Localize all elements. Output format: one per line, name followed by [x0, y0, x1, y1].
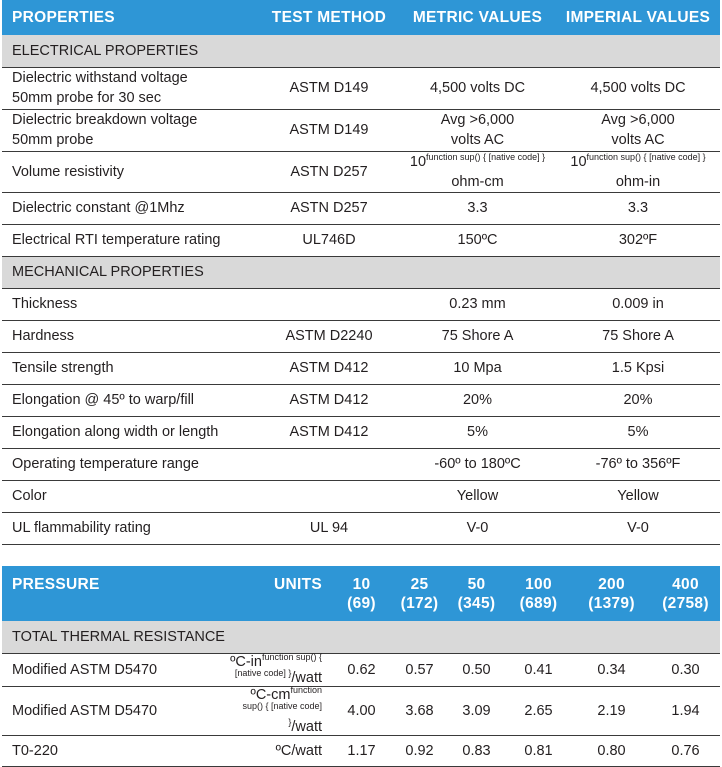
property-row	[2, 416, 720, 448]
metric-value	[399, 192, 556, 224]
resistance-name: Modified ASTM D5470	[2, 686, 228, 735]
value-text: 0.009 in	[612, 296, 664, 312]
value-text: UL flammability rating	[12, 520, 151, 536]
property-row	[2, 512, 720, 544]
resistance-unit	[228, 653, 332, 686]
value-text: 20%	[623, 392, 653, 408]
resistance-name: T0-220	[2, 735, 228, 766]
pressure-psi: 200	[598, 576, 625, 593]
resistance-value: 0.83	[448, 735, 505, 766]
metric-value	[399, 416, 556, 448]
resistance-value: 3.09	[448, 686, 505, 735]
value-text: V-0	[627, 520, 649, 536]
property-name	[2, 480, 259, 512]
value-text: 5%	[467, 424, 488, 440]
value-text: 5%	[627, 424, 649, 440]
imperial-value	[556, 480, 720, 512]
property-name	[2, 448, 259, 480]
property-name	[2, 352, 259, 384]
resistance-value: 4.00	[332, 686, 391, 735]
value-text: 10	[409, 153, 427, 170]
value-text: Avg >6,000	[440, 112, 515, 128]
value-text: 3.3	[467, 200, 488, 216]
value-text: Operating temperature range	[12, 456, 199, 472]
metric-value	[399, 151, 556, 192]
superscript: function sup() { [native code] }	[234, 651, 322, 678]
pressure-header-row	[2, 566, 720, 621]
property-row	[2, 109, 720, 151]
value-text: Dielectric withstand voltage	[12, 70, 188, 86]
imperial-value	[556, 416, 720, 448]
property-row	[2, 384, 720, 416]
metric-value	[399, 512, 556, 544]
pressure-kpa: (689)	[519, 595, 558, 612]
resistance-value: 1.17	[332, 735, 391, 766]
value-text: ohm-in	[615, 173, 661, 190]
value-text: V-0	[466, 520, 489, 536]
pressure-kpa: (1379)	[588, 595, 635, 612]
resistance-value: 0.41	[505, 653, 572, 686]
pressure-column-header	[572, 566, 651, 621]
value-text: Thickness	[12, 296, 78, 312]
section-title-row	[2, 35, 720, 67]
pressure-column-header	[332, 566, 391, 621]
pressure-kpa: (172)	[400, 595, 439, 612]
column-header: TEST METHOD	[259, 0, 399, 35]
test-method	[259, 448, 399, 480]
resistance-value: 0.81	[505, 735, 572, 766]
property-name	[2, 67, 259, 109]
pressure-kpa: (69)	[347, 595, 376, 612]
property-row	[2, 67, 720, 109]
resistance-value: 0.30	[651, 653, 720, 686]
property-row	[2, 352, 720, 384]
resistance-value: 0.76	[651, 735, 720, 766]
value-text: 4,500 volts DC	[429, 80, 526, 96]
property-row	[2, 192, 720, 224]
property-name	[2, 288, 259, 320]
imperial-value	[556, 352, 720, 384]
property-row	[2, 224, 720, 256]
resistance-value: 0.57	[391, 653, 448, 686]
metric-value	[399, 109, 556, 151]
value-text: 1.5 Kpsi	[611, 360, 665, 376]
test-method: ASTN D257	[259, 192, 399, 224]
value-text: volts AC	[611, 132, 665, 148]
property-name	[2, 151, 259, 192]
imperial-value	[556, 384, 720, 416]
pressure-column-header	[391, 566, 448, 621]
value-text: 75 Shore A	[602, 328, 674, 344]
test-method: ASTM D2240	[259, 320, 399, 352]
pressure-column-header	[505, 566, 572, 621]
pressure-label: PRESSURE	[2, 566, 228, 621]
imperial-value	[556, 448, 720, 480]
property-row	[2, 480, 720, 512]
resistance-unit	[228, 735, 332, 766]
value-text: 75 Shore A	[441, 328, 514, 344]
metric-value	[399, 224, 556, 256]
value-text: 3.3	[627, 200, 649, 216]
metric-value	[399, 480, 556, 512]
superscript: function sup() { [native code] }	[426, 151, 546, 162]
imperial-value	[556, 192, 720, 224]
pressure-column-header	[651, 566, 720, 621]
value-text: Volume resistivity	[12, 163, 125, 180]
value-text: Elongation @ 45º to warp/fill	[12, 392, 195, 408]
property-row	[2, 320, 720, 352]
property-row	[2, 151, 720, 192]
value-text: ºC/watt	[275, 742, 322, 759]
resistance-row	[2, 653, 720, 686]
resistance-row	[2, 735, 720, 766]
test-method: ASTM D149	[259, 109, 399, 151]
property-row	[2, 288, 720, 320]
pressure-kpa: (2758)	[662, 595, 709, 612]
metric-value	[399, 384, 556, 416]
superscript: function sup() { [native code] }	[586, 151, 706, 162]
value-text: 10	[570, 153, 587, 170]
resistance-value: 2.19	[572, 686, 651, 735]
resistance-name: Modified ASTM D5470	[2, 653, 228, 686]
pressure-table-body	[2, 566, 720, 766]
property-row	[2, 448, 720, 480]
imperial-value	[556, 67, 720, 109]
value-text: -76º to 356ºF	[595, 456, 681, 472]
value-text: ohm-cm	[451, 173, 504, 190]
value-text: /watt	[291, 718, 322, 735]
section-title: ELECTRICAL PROPERTIES	[2, 35, 720, 67]
properties-table-body	[2, 0, 720, 544]
resistance-value: 2.65	[505, 686, 572, 735]
resistance-value: 0.50	[448, 653, 505, 686]
imperial-value	[556, 512, 720, 544]
metric-value	[399, 352, 556, 384]
resistance-unit	[228, 686, 332, 735]
resistance-row	[2, 686, 720, 735]
value-text: 50mm probe	[12, 132, 94, 148]
property-name	[2, 384, 259, 416]
pressure-psi: 10	[352, 576, 371, 593]
section-title-row	[2, 621, 720, 653]
resistance-value: 0.80	[572, 735, 651, 766]
value-text: Color	[12, 488, 47, 504]
resistance-value: 3.68	[391, 686, 448, 735]
value-text: Hardness	[12, 328, 75, 344]
property-name	[2, 416, 259, 448]
value-text: ºC-cm	[250, 686, 291, 703]
test-method	[259, 288, 399, 320]
section-title: TOTAL THERMAL RESISTANCE	[2, 621, 720, 653]
value-text: 150ºC	[457, 232, 498, 248]
value-text: -60º to 180ºC	[434, 456, 521, 472]
value-text: Dielectric breakdown voltage	[12, 112, 198, 128]
resistance-value: 1.94	[651, 686, 720, 735]
property-name	[2, 512, 259, 544]
column-header: METRIC VALUES	[399, 0, 556, 35]
metric-value	[399, 448, 556, 480]
value-text: 20%	[462, 392, 493, 408]
test-method: UL746D	[259, 224, 399, 256]
imperial-value	[556, 320, 720, 352]
superscript: function sup() { [native code] }	[242, 684, 322, 727]
header-row	[2, 0, 720, 35]
value-text: Dielectric constant @1Mhz	[12, 200, 185, 216]
pressure-psi: 100	[525, 576, 552, 593]
pressure-column-header	[448, 566, 505, 621]
test-method: ASTM D412	[259, 352, 399, 384]
value-text: ºC-in	[230, 653, 262, 670]
column-header: IMPERIAL VALUES	[556, 0, 720, 35]
units-label: UNITS	[228, 566, 332, 621]
imperial-value	[556, 224, 720, 256]
value-text: Avg >6,000	[601, 112, 675, 128]
imperial-value	[556, 151, 720, 192]
value-text: /watt	[291, 669, 322, 686]
test-method	[259, 480, 399, 512]
value-text: 4,500 volts DC	[590, 80, 686, 96]
value-text: Tensile strength	[12, 360, 114, 376]
test-method: UL 94	[259, 512, 399, 544]
metric-value	[399, 67, 556, 109]
property-name	[2, 224, 259, 256]
value-text: 302ºF	[618, 232, 658, 248]
value-text: 0.23 mm	[449, 296, 506, 312]
value-text: Elongation along width or length	[12, 424, 219, 440]
pressure-kpa: (345)	[457, 595, 496, 612]
property-name	[2, 109, 259, 151]
imperial-value	[556, 109, 720, 151]
value-text: volts AC	[450, 132, 505, 148]
resistance-value: 0.34	[572, 653, 651, 686]
pressure-psi: 400	[672, 576, 699, 593]
metric-value	[399, 320, 556, 352]
properties-table	[2, 0, 720, 545]
metric-value	[399, 288, 556, 320]
test-method: ASTM D412	[259, 384, 399, 416]
property-name	[2, 320, 259, 352]
test-method: ASTN D257	[259, 151, 399, 192]
resistance-value: 0.92	[391, 735, 448, 766]
value-text: Electrical RTI temperature rating	[12, 232, 221, 248]
pressure-psi: 50	[467, 576, 486, 593]
resistance-value: 0.62	[332, 653, 391, 686]
value-text: 50mm probe for 30 sec	[12, 90, 162, 106]
section-title: MECHANICAL PROPERTIES	[2, 256, 720, 288]
section-title-row	[2, 256, 720, 288]
test-method: ASTM D412	[259, 416, 399, 448]
test-method: ASTM D149	[259, 67, 399, 109]
value-text: 10 Mpa	[453, 360, 502, 376]
column-header: PROPERTIES	[2, 0, 259, 35]
value-text: Yellow	[456, 488, 499, 504]
property-name	[2, 192, 259, 224]
pressure-psi: 25	[410, 576, 429, 593]
imperial-value	[556, 288, 720, 320]
pressure-table	[2, 566, 720, 767]
value-text: Yellow	[617, 488, 659, 504]
